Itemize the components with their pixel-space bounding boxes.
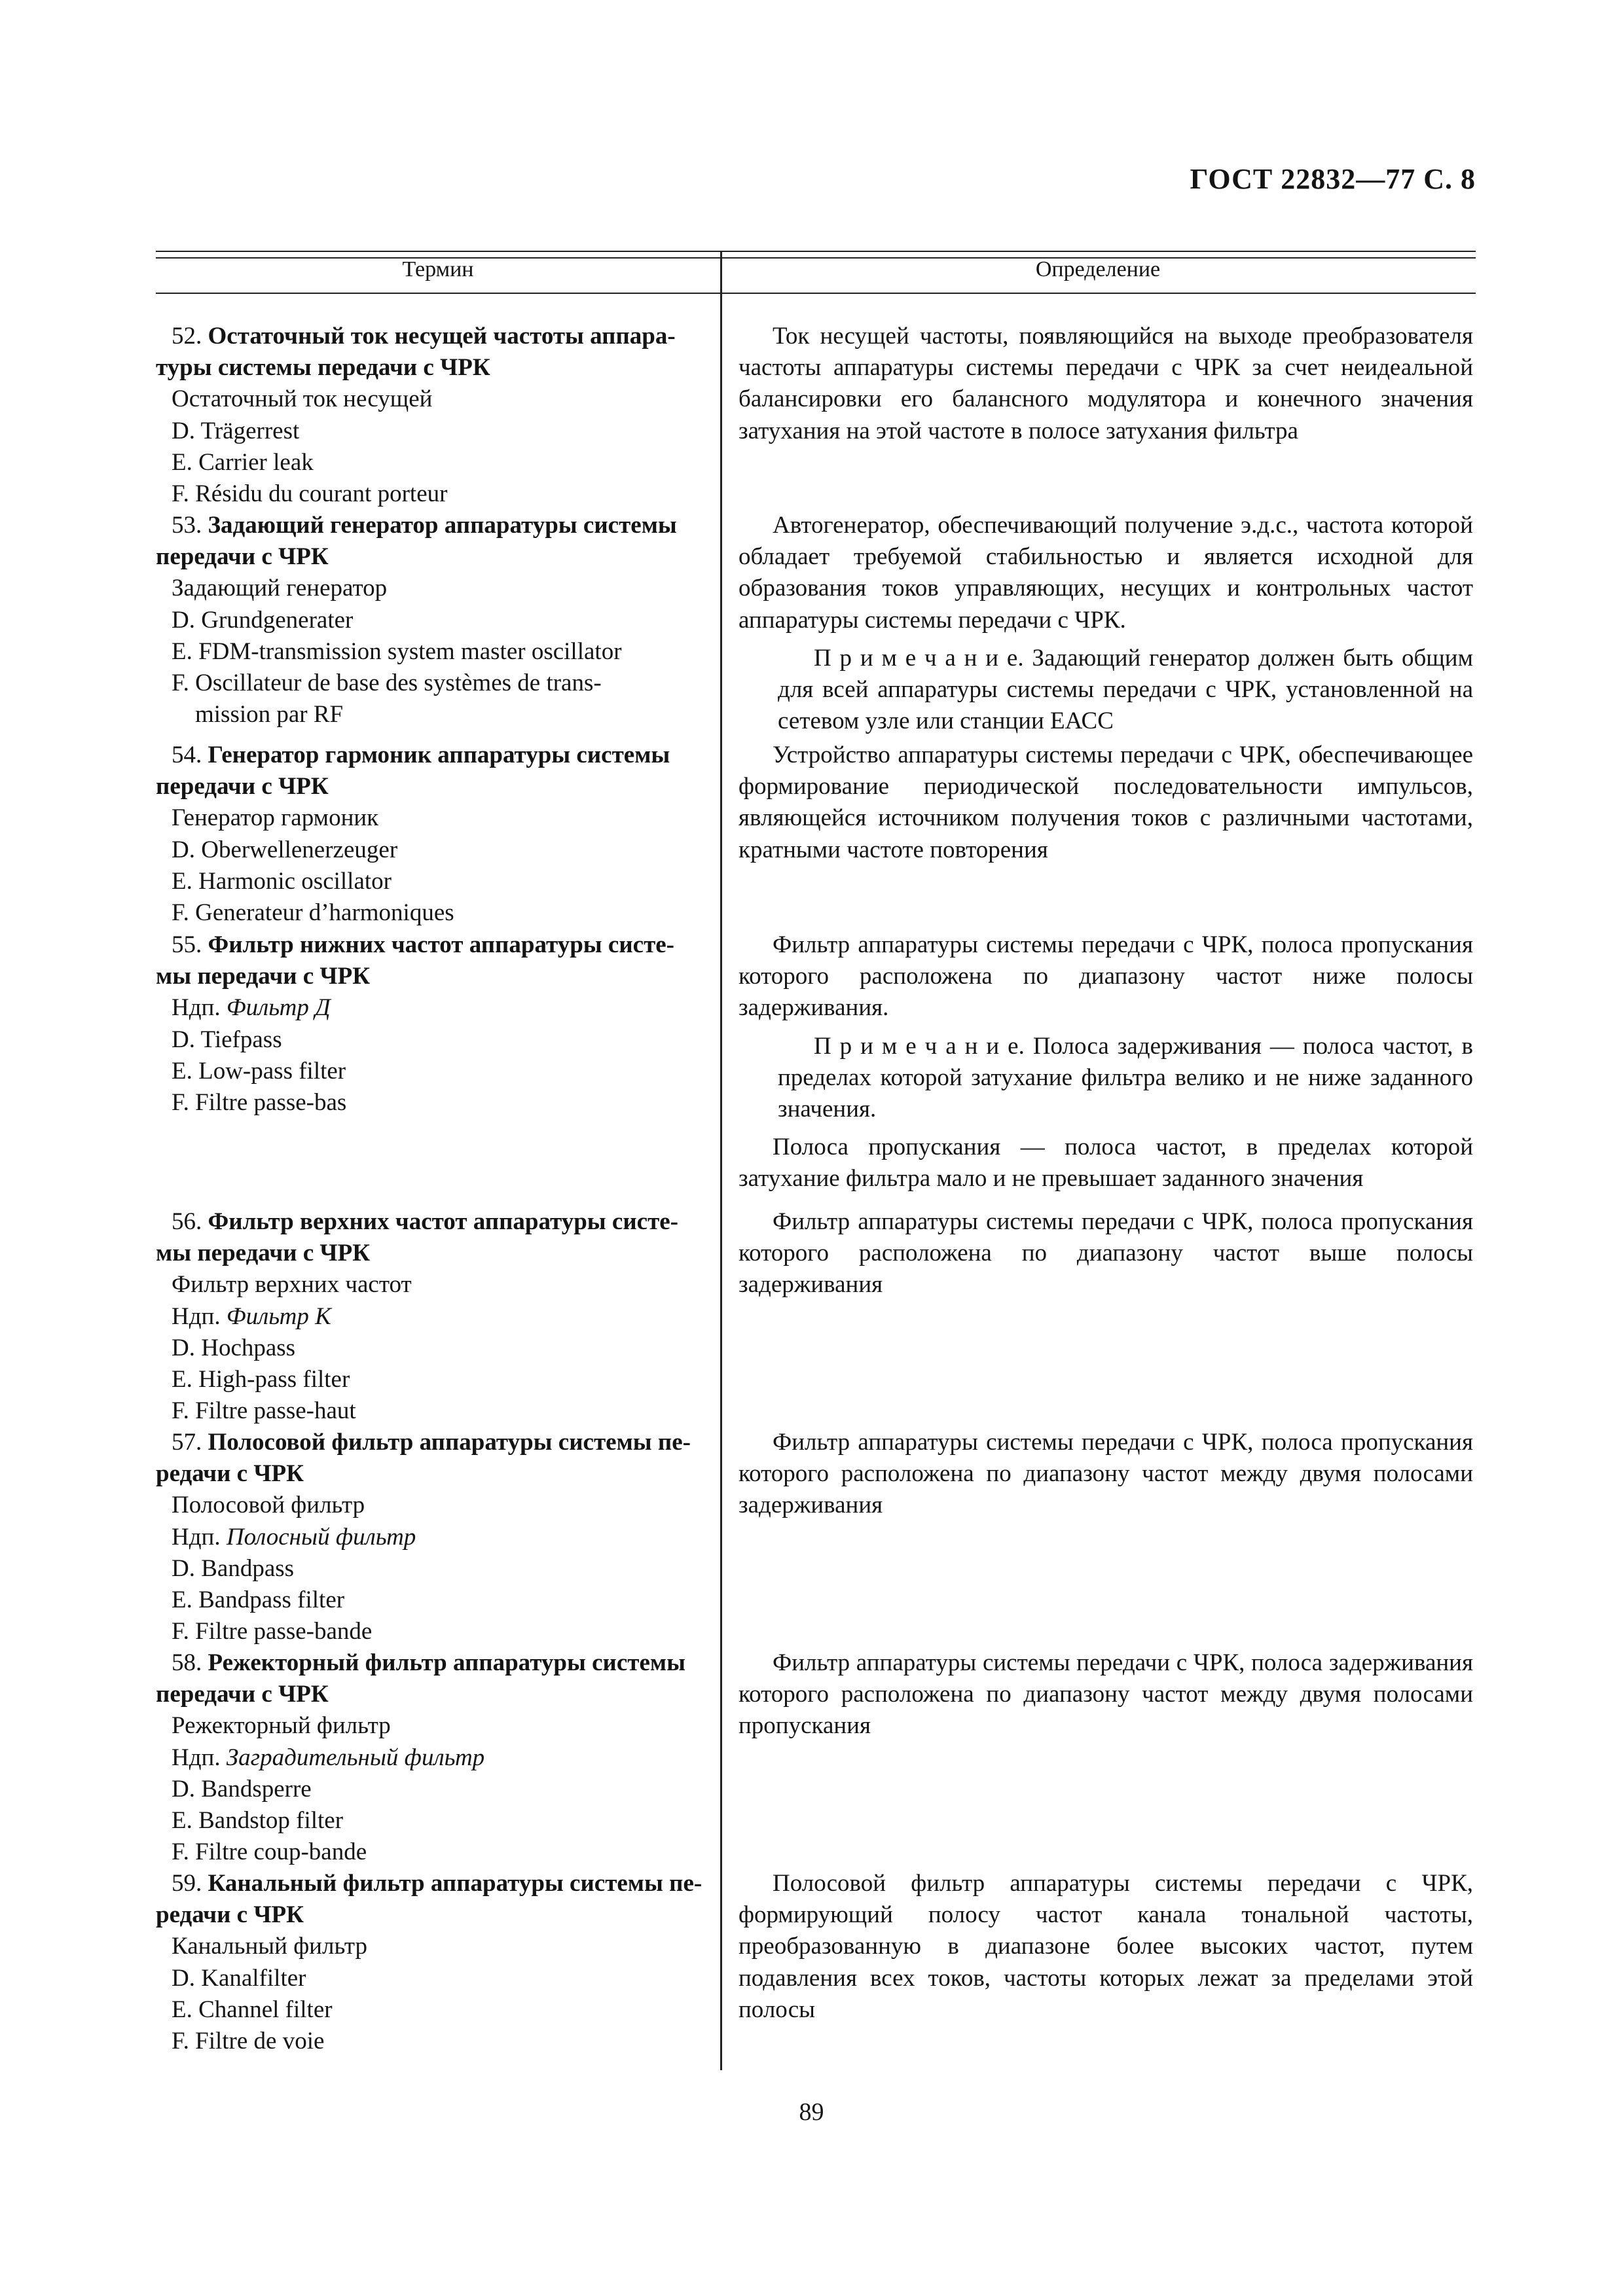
- definition-53: [739, 510, 1473, 737]
- term-synonym: Режекторный фильтр: [172, 1712, 391, 1740]
- definition-57: [739, 1427, 1473, 1522]
- term-number: 54.: [172, 742, 202, 768]
- term-title-cont: передачи с ЧРК: [156, 773, 329, 800]
- note-text: Задающий генератор должен быть общим для всей аппаратуры системы передачи с ЧРК, установленной на сетевом узле или станции ЕАСС: [778, 644, 1474, 735]
- term-synonym: Генератор гармоник: [172, 804, 379, 832]
- definition-text: Полосовой фильтр аппаратуры системы передачи с ЧРК, формирующий полосу частот канала тональной частоты, преобразованную в диапазоне более высоких частот, путем подавления всех токов, частоты которых лежат за пределами этой полосы: [739, 1870, 1473, 2023]
- term-entry-54: [156, 740, 709, 929]
- term-ndp-term: Заградительный фильтр: [226, 1744, 485, 1771]
- definition-note: [739, 643, 1473, 738]
- definition-text: Фильтр аппаратуры системы передачи с ЧРК, полоса пропускания которого расположена по диапазону частот ниже полосы задерживания.: [739, 931, 1473, 1022]
- term-entry-58: [156, 1647, 709, 1868]
- column-divider: [720, 251, 722, 2070]
- term-title: Канальный фильтр аппаратуры системы пе-: [208, 1870, 702, 1897]
- term-english: E. Harmonic oscillator: [172, 867, 392, 895]
- term-german: D. Grundgenerater: [172, 606, 354, 634]
- term-german: D. Bandpass: [172, 1554, 295, 1582]
- term-english: E. High-pass filter: [172, 1366, 350, 1393]
- term-title: Задающий генератор аппаратуры системы: [208, 512, 677, 539]
- term-number: 52.: [172, 323, 202, 350]
- term-french: F. Filtre de voie: [172, 2028, 325, 2055]
- definition-text: Фильтр аппаратуры системы передачи с ЧРК, полоса задерживания которого расположена по диапазону частот между двумя полосами пропускания: [739, 1649, 1473, 1740]
- note-label: П р и м е ч а н и е.: [814, 1032, 1025, 1060]
- term-english: E. Low-pass filter: [172, 1057, 346, 1085]
- term-synonym: Задающий генератор: [172, 575, 388, 602]
- term-french: F. Résidu du courant porteur: [172, 480, 448, 508]
- definition-55: [739, 929, 1473, 1195]
- term-french: F. Filtre passe-bande: [172, 1618, 373, 1645]
- definition-text: Устройство аппаратуры системы передачи с ЧРК, обеспечивающее формирование периодической последовательности импульсов, являющейся источником получения токов с различными частотами, кратными частоте повторения: [739, 742, 1473, 863]
- page-number: 89: [799, 2098, 824, 2126]
- table-top-rule: [156, 251, 1476, 252]
- definition-56: [739, 1206, 1473, 1301]
- term-synonym: Полосовой фильтр: [172, 1492, 365, 1519]
- definition-59: [739, 1868, 1473, 2026]
- term-german: D. Tiefpass: [172, 1026, 282, 1053]
- term-synonym: Фильтр верхних частот: [172, 1271, 412, 1299]
- term-entry-57: [156, 1427, 709, 1647]
- term-german: D. Oberwellenerzeuger: [172, 836, 398, 863]
- term-synonym: Остаточный ток несущей: [172, 386, 433, 413]
- term-title-cont: передачи с ЧРК: [156, 543, 329, 571]
- term-title-cont: мы передачи с ЧРК: [156, 1240, 371, 1267]
- terms-table: [156, 251, 1476, 2083]
- term-ndp: Ндп.: [172, 994, 221, 1022]
- term-german: D. Trägerrest: [172, 417, 300, 444]
- term-german: D. Hochpass: [172, 1334, 296, 1361]
- term-french: F. Filtre coup-bande: [172, 1839, 367, 1866]
- term-title: Остаточный ток несущей частоты аппара-: [208, 323, 676, 350]
- term-english: E. FDM-transmission system master oscillator: [172, 637, 622, 665]
- term-title-cont: редачи с ЧРК: [156, 1460, 304, 1488]
- term-entry-55: [156, 929, 709, 1119]
- term-ndp-term: Фильтр К: [226, 1302, 331, 1330]
- definition-text: Фильтр аппаратуры системы передачи с ЧРК, полоса пропускания которого расположена по диапазону частот между двумя полосами задерживания: [739, 1429, 1473, 1519]
- term-french: F. Generateur d’harmoniques: [172, 899, 454, 927]
- definition-text: Автогенератор, обеспечивающий получение э.д.с., частота которой обладает требуемой стабильностью и является исходной для образования токов управляющих, несущих и контрольных частот аппаратуры системы передачи с ЧРК.: [739, 512, 1473, 634]
- term-title-cont: передачи с ЧРК: [156, 1681, 329, 1708]
- term-title-cont: туры системы передачи с ЧРК: [156, 354, 490, 382]
- definition-52: [739, 321, 1473, 447]
- definition-note: [739, 1031, 1473, 1126]
- term-ndp-term: Полосный фильтр: [226, 1523, 416, 1551]
- page-header: ГОСТ 22832—77 С. 8: [1190, 163, 1476, 195]
- definition-text: Фильтр аппаратуры системы передачи с ЧРК, полоса пропускания которого расположена по диапазону частот выше полосы задерживания: [739, 1208, 1473, 1299]
- term-ndp: Ндп.: [172, 1302, 221, 1330]
- column-header-term: Термин: [402, 257, 474, 281]
- term-french-cont: mission par RF: [195, 701, 344, 728]
- term-title: Фильтр нижних частот аппаратуры систе-: [208, 931, 674, 958]
- term-number: 56.: [172, 1208, 202, 1235]
- column-header-definition: Определение: [1035, 257, 1161, 281]
- term-english: E. Bandstop filter: [172, 1807, 344, 1835]
- term-title: Полосовой фильтр аппаратуры системы пе-: [208, 1429, 691, 1456]
- definition-58: [739, 1647, 1473, 1742]
- term-english: E. Carrier leak: [172, 448, 314, 476]
- term-german: D. Bandsperre: [172, 1775, 312, 1803]
- term-ndp: Ндп.: [172, 1744, 221, 1771]
- term-ndp: Ндп.: [172, 1523, 221, 1551]
- term-entry-59: [156, 1868, 709, 2057]
- definition-note-2: Полоса пропускания — полоса частот, в пределах которой затухание фильтра мало и не превышает заданного значения: [739, 1134, 1473, 1193]
- term-number: 59.: [172, 1870, 202, 1897]
- term-synonym: Канальный фильтр: [172, 1933, 368, 1960]
- term-title-cont: мы передачи с ЧРК: [156, 963, 371, 990]
- term-french: F. Filtre passe-bas: [172, 1089, 347, 1117]
- term-entry-52: [156, 321, 709, 510]
- term-title: Режекторный фильтр аппаратуры системы: [208, 1649, 685, 1676]
- term-number: 53.: [172, 512, 202, 539]
- term-title: Фильтр верхних частот аппаратуры систе-: [208, 1208, 679, 1235]
- term-number: 55.: [172, 931, 202, 958]
- note-label: П р и м е ч а н и е.: [814, 644, 1024, 672]
- term-english: E. Bandpass filter: [172, 1587, 345, 1614]
- definition-text: Ток несущей частоты, появляющийся на выходе преобразователя частоты аппаратуры системы передачи с ЧРК за счет неидеальной балансировки его балансного модулятора и конечного значения затухания на этой частоте в полосе затухания фильтра: [739, 323, 1473, 444]
- term-ndp-term: Фильтр Д: [226, 994, 331, 1022]
- definition-54: [739, 740, 1473, 866]
- term-title-cont: редачи с ЧРК: [156, 1901, 304, 1929]
- term-number: 57.: [172, 1429, 202, 1456]
- note-text: Полоса задерживания — полоса частот, в пределах которой затухание фильтра велико и не ниже заданного значения.: [778, 1032, 1473, 1123]
- table-header-rule: [156, 293, 1476, 294]
- term-french: F. Filtre passe-haut: [172, 1397, 356, 1425]
- term-entry-53: [156, 510, 709, 730]
- term-german: D. Kanalfilter: [172, 1964, 306, 1992]
- term-title: Генератор гармоник аппаратуры системы: [208, 742, 670, 768]
- term-english: E. Channel filter: [172, 1996, 333, 2023]
- term-number: 58.: [172, 1649, 202, 1676]
- term-entry-56: [156, 1206, 709, 1427]
- term-french: F. Oscillateur de base des systèmes de trans-: [172, 670, 602, 697]
